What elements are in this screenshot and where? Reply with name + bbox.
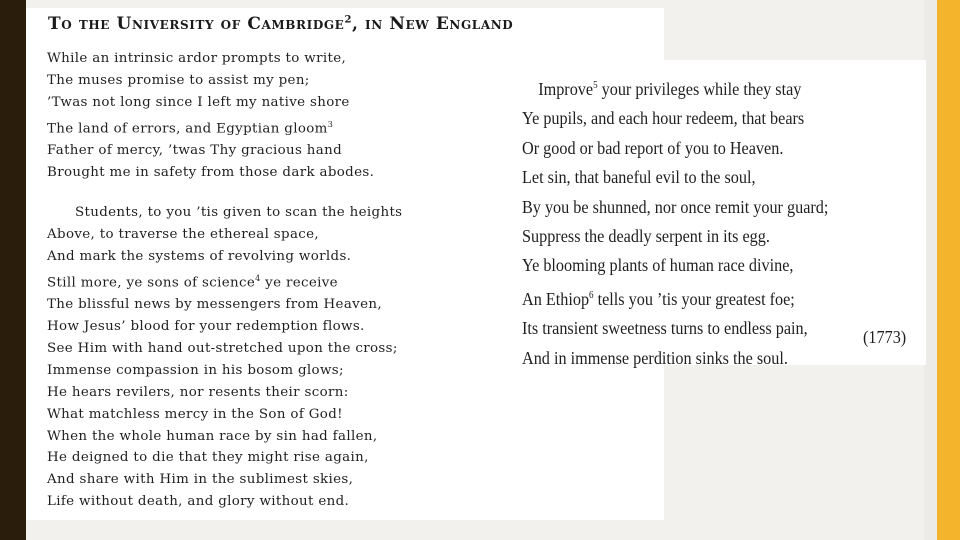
poem-line: Let sin, that baneful evil to the soul, bbox=[522, 167, 756, 188]
poem-line: Immense compassion in his bosom glows; bbox=[47, 362, 344, 378]
poem-line: Or good or bad report of you to Heaven. bbox=[522, 137, 784, 158]
poem-panel-right bbox=[506, 60, 926, 368]
poem-line: Ye blooming plants of human race divine, bbox=[522, 255, 794, 276]
poem-line: ’Twas not long since I left my native shore bbox=[47, 94, 350, 110]
poem-line: Life without death, and glory without end. bbox=[47, 494, 350, 510]
poem-line: Suppress the deadly serpent in its egg. bbox=[522, 226, 770, 247]
poem-title bbox=[48, 14, 513, 34]
poem-line: And share with Him in the sublimest skies, bbox=[47, 472, 354, 488]
stanza-1 bbox=[47, 48, 374, 184]
poem-line: Improve$^5$ your privileges while they stay bbox=[538, 79, 802, 99]
poem-line: And mark the systems of revolving worlds. bbox=[47, 248, 352, 264]
poem-line: Father of mercy, ’twas Thy gracious hand bbox=[47, 143, 342, 159]
poem-line: Ye pupils, and each hour redeem, that bears bbox=[522, 108, 805, 129]
poem-line: The blissful news by messengers from Heaven, bbox=[47, 297, 382, 313]
poem-line: What matchless mercy in the Son of God! bbox=[47, 406, 343, 422]
poem-line: When the whole human race by sin had fallen, bbox=[47, 428, 378, 444]
poem-title-text: To the University of Cambridge bbox=[48, 14, 345, 34]
poem-line: He deigned to die that they might rise again, bbox=[47, 450, 369, 466]
poem-line: He hears revilers, nor resents their scorn: bbox=[47, 384, 349, 400]
left-decorative-band bbox=[0, 0, 26, 540]
poem-line: And in immense perdition sinks the soul. bbox=[522, 347, 788, 368]
poem-line: Still more, ye sons of science$^4$ ye receive bbox=[47, 273, 338, 291]
footnote-marker: 6 bbox=[589, 289, 594, 301]
poem-line: Its transient sweetness turns to endless pain, bbox=[522, 318, 808, 339]
poem-line: While an intrinsic ardor prompts to write, bbox=[47, 51, 347, 66]
poem-title-suffix: , in New England bbox=[352, 14, 514, 34]
poem-line: Students, to you ’tis given to scan the heights bbox=[75, 205, 403, 220]
poem-line: An Ethiop$^6$ tells you ’tis your greatest foe; bbox=[522, 288, 795, 309]
footnote-marker: 3 bbox=[327, 119, 334, 129]
poem-line: How Jesus’ blood for your redemption flows. bbox=[47, 319, 365, 334]
stanza-2 bbox=[47, 202, 402, 513]
poem-line: The land of errors, and Egyptian gloom$^3$ bbox=[47, 119, 334, 137]
right-accent-band bbox=[937, 0, 960, 540]
stanza-3 bbox=[522, 71, 862, 373]
footnote-marker: 2 bbox=[344, 14, 352, 26]
poem-year: (1773) bbox=[863, 327, 907, 347]
footnote-marker: 4 bbox=[255, 273, 261, 283]
poem-line: The muses promise to assist my pen; bbox=[47, 72, 310, 88]
poem-line: Above, to traverse the ethereal space, bbox=[47, 226, 320, 242]
footnote-marker: 5 bbox=[593, 80, 598, 91]
poem-line: Brought me in safety from those dark abodes. bbox=[47, 165, 375, 180]
poem-line: By you be shunned, nor once remit your guard; bbox=[522, 196, 829, 217]
poem-line: See Him with hand out-stretched upon the cross; bbox=[47, 340, 398, 356]
